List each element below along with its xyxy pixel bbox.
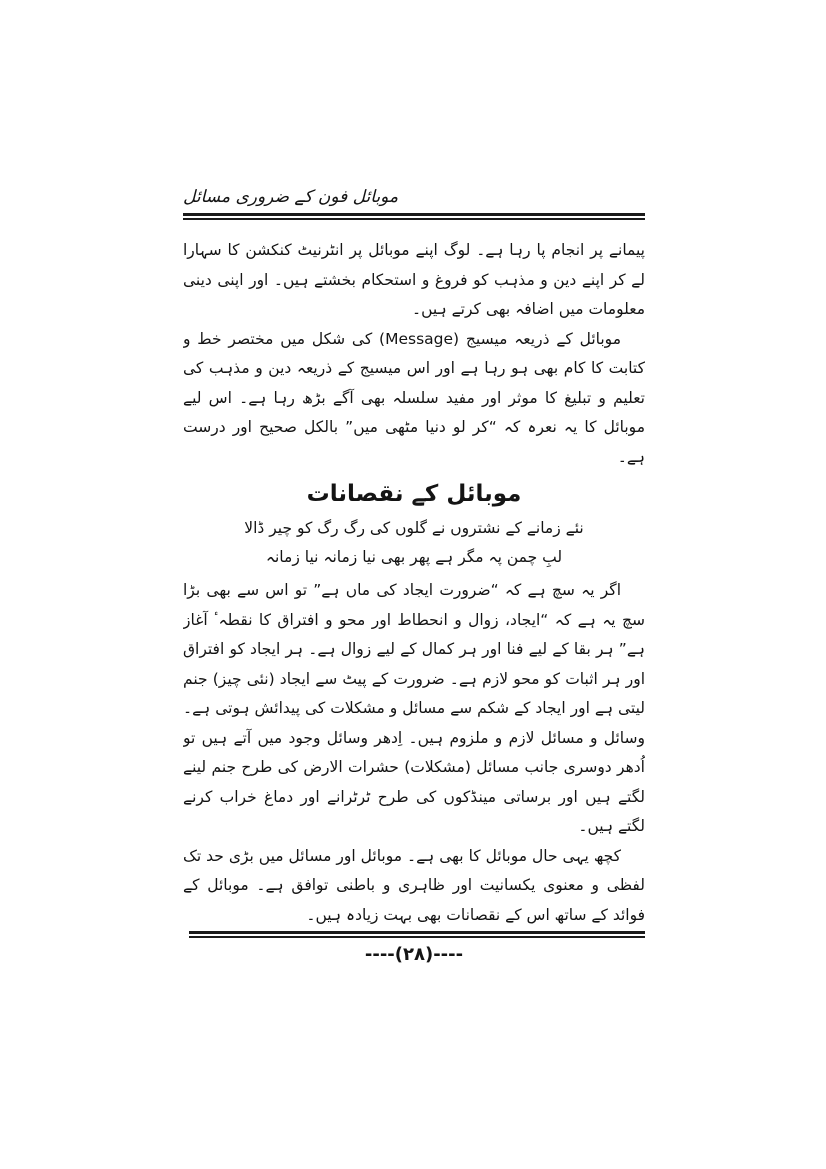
paragraph-similarity: کچھ یہی حال موبائل کا بھی ہے۔ موبائل اور مسائل میں بڑی حد تک لفظی و معنوی یکسانیت اور ظاہری و باطنی توافق ہے۔ موبائل کے فوائد کے ساتھ اس کے نقصانات بھی بہت زیادہ ہیں۔ xyxy=(183,846,645,924)
paragraph-invention: اگر یہ سچ ہے کہ “ضرورت ایجاد کی ماں ہے” تو اس سے بھی بڑا سچ یہ ہے کہ “ایجاد، زوال و انحطاط اور محو و افتراق کا نقطہٴ آغاز ہے” ہر بقا کے لیے فنا اور ہر کمال کے لیے زوال ہے۔ ہر ایجاد کو افتراق اور ہر اثبات کو محو لازم ہے۔ ضرورت کے پیٹ سے ایجاد (نئی چیز) جنم لیتی ہے اور ایجاد کے شکم سے مسائل و مشکلات کی پیدائش ہوتی ہے۔ وسائل و مسائل لازم و ملزوم ہیں۔ اِدھر وسائل وجود میں آتے ہیں تو اُدھر دوسری جانب مسائل (مشکلات) حشرات الارض کی طرح جنم لینے لگتے ہیں اور برساتی مینڈکوں کی طرح ٹرٹرانے اور دماغ خراب کرنے لگتے ہیں۔ xyxy=(183,581,645,835)
verse-line-1: نئے زمانے کے نشتروں نے گلوں کی رگ رگ کو چیر ڈالا xyxy=(244,519,584,537)
paragraph-continuation: پیمانے پر انجام پا رہا ہے۔ لوگ اپنے موبائل پر انٹرنیٹ کنکشن کا سہارا لے کر اپنے دین و مذہب کو فروغ و استحکام بخشتے ہیں۔ اور اپنی دینی معلومات میں اضافہ بھی کرتے ہیں۔ xyxy=(183,241,645,318)
section-heading: موبائل کے نقصانات xyxy=(306,481,522,507)
running-header xyxy=(183,186,645,220)
page-body xyxy=(183,236,645,930)
footer-rule xyxy=(189,931,645,938)
verse-couplet xyxy=(183,514,645,572)
header-rule xyxy=(183,213,645,220)
verse-line-2: لبِ چمن پہ مگر ہے پھر بھی نیا زمانہ نیا زمانہ xyxy=(265,548,563,566)
page-number: ----(۲۸)---- xyxy=(364,944,464,965)
running-header-title: موبائل فون کے ضروری مسائل xyxy=(183,187,399,207)
paragraph-message: موبائل کے ذریعہ میسیج (Message) کی شکل میں مختصر خط و کتابت کا کام بھی ہو رہا ہے اور اس میسیج کے ذریعہ دین و مذہب کی تعلیم و تبلیغ کا موثر اور مفید سلسلہ بھی آگے بڑھ رہا ہے۔ اس لیے موبائل کا یہ نعرہ کہ “کر لو دنیا مٹھی میں” بالکل صحیح اور درست ہے۔ xyxy=(183,329,645,466)
